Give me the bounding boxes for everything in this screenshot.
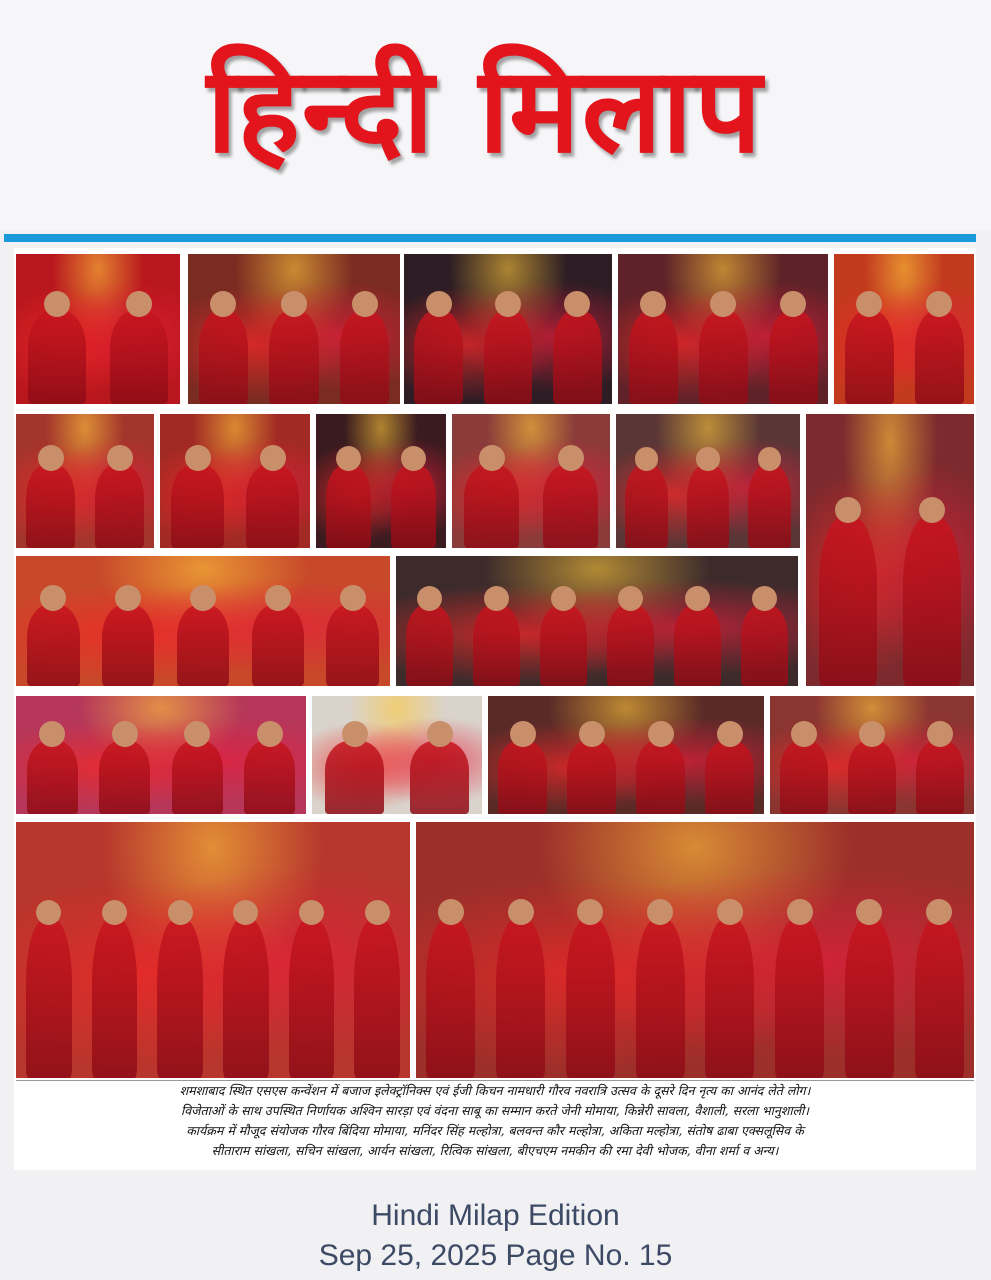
event-photo: [452, 414, 610, 548]
event-photo: [16, 556, 390, 686]
event-photo: [16, 696, 306, 814]
caption-line: कार्यक्रम में मौजूद संयोजक गौरव बिंदिया मोमाया, मनिंदर सिंह मल्होत्रा, बलवन्त कौर मल्होत्रा, अकिता मल्होत्रा, संतोष ढाबा एक्सलूसिव के: [186, 1123, 804, 1138]
photo-caption: [16, 1080, 974, 1167]
event-photo: [16, 254, 180, 404]
edition-date-page: Sep 25, 2025 Page No. 15: [318, 1239, 673, 1272]
event-photo: [806, 414, 974, 686]
event-photo: [312, 696, 482, 814]
masthead: [0, 0, 991, 230]
event-photo: [404, 254, 612, 404]
event-photo: [618, 254, 828, 404]
event-photo: [316, 414, 446, 548]
event-photo: [188, 254, 400, 404]
event-photo: [834, 254, 974, 404]
newspaper-logo: हिन्दी मिलाप: [206, 40, 764, 179]
event-photo: [488, 696, 764, 814]
caption-line: विजेताओं के साथ उपस्थित निर्णायक अश्विन सारड़ा एवं वंदना साबू का सम्मान करते जेनी मोमाया, किन्नेरी सावला, वैशाली, सरला भानुशाली।: [180, 1103, 810, 1118]
caption-line: सीताराम सांखला, सचिन सांखला, आर्यन सांखला, रित्विक सांखला, बीएचएम नमकीन की रमा देवी भोजक, वीना शर्मा व अन्य।: [211, 1143, 779, 1158]
event-photo: [416, 822, 974, 1078]
event-photo: [616, 414, 800, 548]
caption-line: शमशाबाद स्थित एसएस कन्वेंशन में बजाज इलेक्ट्रॉनिक्स एवं ईजी किचन नामधारी गौरव नवरात्रि उत्सव के दूसरे दिन नृत्य का आनंद लेते लोग।: [179, 1083, 811, 1098]
event-photo: [16, 822, 410, 1078]
event-photo: [16, 414, 154, 548]
event-photo: [770, 696, 974, 814]
edition-info: [0, 1196, 991, 1276]
event-photo: [396, 556, 798, 686]
masthead-divider: [4, 234, 976, 242]
edition-title: Hindi Milap Edition: [371, 1199, 620, 1232]
event-photo: [160, 414, 310, 548]
